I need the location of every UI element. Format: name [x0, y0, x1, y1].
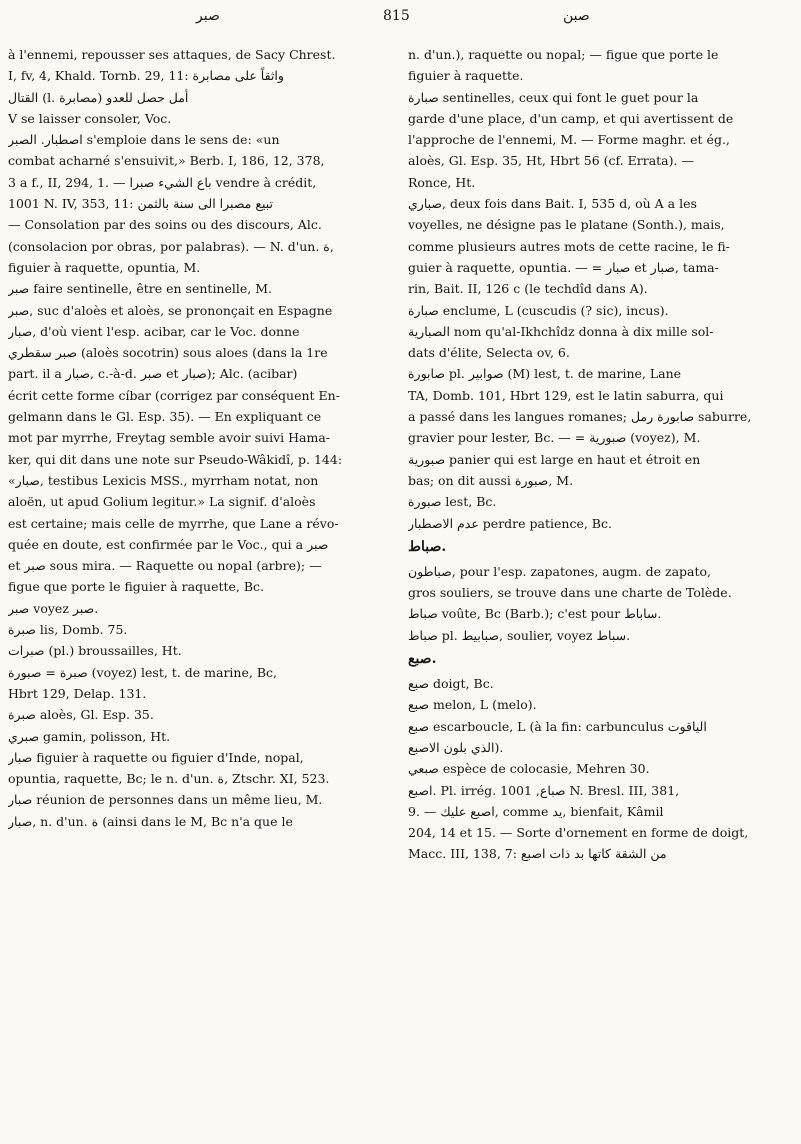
section-heading: صباط.: [408, 538, 447, 555]
text-line: l'approche de l'ennemi, M. — Forme maghr. et ég.,: [408, 132, 730, 148]
text-line: صبار, d'où vient l'esp. acibar, car le Voc. donne: [8, 323, 300, 339]
page-header: [0, 6, 801, 36]
text-line: guier à raquette, opuntia. — = صبار et صبار, tama-: [408, 259, 719, 275]
header-right-word: صبن: [563, 8, 590, 24]
right-column: [408, 44, 794, 1136]
text-line: gros souliers, se trouve dans une charte de Tolède.: [408, 585, 732, 601]
text-line: figuier à raquette, opuntia, M.: [8, 259, 201, 275]
text-line: 9. — اصبع عليك, comme يد, bienfait, Kâmil: [408, 803, 664, 819]
text-line: صبر سقطري (aloès socotrin) sous aloes (dans la 1re: [8, 345, 328, 361]
text-line: القتال (l. مصابرة) أمل حصل للعدو: [8, 89, 189, 105]
text-line: صبرة lis, Domb. 75.: [8, 622, 128, 638]
section-heading: صبع.: [408, 651, 437, 668]
text-line: صبار figuier à raquette ou figuier d'Inde, nopal,: [8, 749, 304, 765]
text-line: صبورية panier qui est large en haut et étroit en: [408, 451, 701, 467]
text-line: صبارة sentinelles, ceux qui font le guet pour la: [408, 89, 699, 105]
text-line: صباط voûte, Bc (Barb.); c'est pour ساباط.: [408, 606, 662, 622]
text-line: صبرة aloès, Gl. Esp. 35.: [8, 707, 154, 723]
text-line: TA, Domb. 101, Hbrt 129, est le latin saburra, qui: [408, 387, 724, 403]
text-line: 1001 N. IV, 353, 11: تبيع مصبرا الى سنة بالثمن: [8, 196, 274, 212]
text-line: dats d'élite, Selecta ov, 6.: [408, 345, 570, 361]
text-line: aloès, Gl. Esp. 35, Ht, Hbrt 56 (cf. Errata). —: [408, 153, 694, 169]
text-line: صبر, suc d'aloès et aloès, se prononçait en Espagne: [8, 302, 333, 318]
text-line: (consolacion por obras, por palabras). — N. d'un. ة,: [8, 238, 334, 254]
text-line: et صبر sous mira. — Raquette ou nopal (arbre); —: [8, 558, 322, 574]
text-line: صبارة enclume, L (cuscudis (? sic), incus).: [408, 302, 669, 318]
text-line: صبرات (pl.) broussailles, Ht.: [8, 643, 182, 659]
text-line: 3 a f., II, 294, 1. — باع الشيء صبرا vendre à crédit,: [8, 174, 317, 190]
text-line: combat acharné s'ensuivit,» Berb. I, 186, 12, 378,: [8, 153, 325, 169]
left-column: [8, 44, 386, 1136]
text-line: «صبار, testibus Lexicis MSS., myrrham notat, non: [8, 472, 319, 488]
text-line: صبار réunion de personnes dans un même lieu, M.: [8, 792, 323, 808]
text-line: صبع doigt, Bc.: [408, 676, 494, 692]
text-line: صباري, deux fois dans Bait. I, 535 d, où A a les: [408, 196, 697, 212]
text-line: Hbrt 129, Delap. 131.: [8, 685, 147, 701]
text-line: صبع escarboucle, L (à la fin: carbunculus الياقوت: [408, 718, 707, 734]
text-line: ker, qui dit dans une note sur Pseudo-Wâkidî, p. 144:: [8, 451, 343, 467]
text-line: صبرة = صبورة (voyez) lest, t. de marine, Bc,: [8, 664, 277, 680]
text-line: comme plusieurs autres mots de cette racine, le fi-: [408, 238, 730, 254]
text-line: gravier pour lester, Bc. — = صبورية (voyez), M.: [408, 430, 701, 446]
text-line: a passé dans les langues romanes; صابورة رمل saburre,: [408, 409, 752, 425]
text-line: اصطبار. الصبر s'emploie dans le sens de: «un: [8, 132, 280, 148]
text-line: الذي بلون الاصبع).: [408, 739, 504, 755]
text-line: عدم الاصطبار perdre patience, Bc.: [408, 515, 612, 531]
text-line: bas; on dit aussi صبورة, M.: [408, 472, 574, 488]
text-line: part. il a صبار, c.-à-d. صبر et صبار); Alc. (acibar): [8, 366, 298, 382]
text-line: Ronce, Ht.: [408, 174, 476, 190]
text-line: opuntia, raquette, Bc; le n. d'un. ة, Ztschr. XI, 523.: [8, 771, 330, 787]
text-line: à l'ennemi, repousser ses attaques, de Sacy Chrest.: [8, 47, 336, 62]
text-line: صبورة lest, Bc.: [408, 494, 497, 510]
text-line: quée en doute, est confirmée par le Voc., qui a صبر: [8, 536, 329, 552]
text-line: صابورة pl. صوابير (M) lest, t. de marine, Lane: [408, 366, 682, 382]
text-line: gelmann dans le Gl. Esp. 35). — En expliquant ce: [8, 409, 322, 425]
text-line: صبار, n. d'un. ة (ainsi dans le M, Bc n'a que le: [8, 813, 293, 829]
text-line: صبع melon, L (melo).: [408, 697, 537, 713]
text-line: V se laisser consoler, Voc.: [8, 110, 172, 126]
text-line: 204, 14 et 15. — Sorte d'ornement en forme de doigt,: [408, 825, 749, 841]
text-line: — Consolation par des soins ou des discours, Alc.: [8, 217, 322, 233]
text-line: صبر faire sentinelle, être en sentinelle, M.: [8, 281, 272, 297]
text-line: Macc. III, 138, 7: من الشقة كاتها بد ذات اصبع: [408, 846, 667, 862]
text-line: figuier à raquette.: [408, 68, 524, 84]
text-line: rin, Bait. II, 126 c (le techdîd dans A).: [408, 281, 648, 297]
text-line: figue que porte le figuier à raquette, Bc.: [8, 579, 265, 595]
text-line: voyelles, ne désigne pas le platane (Sonth.), mais,: [408, 217, 725, 233]
text-line: صبعي espèce de colocasie, Mehren 30.: [408, 761, 650, 777]
text-line: صبري gamin, polisson, Ht.: [8, 728, 171, 744]
header-left-word: صبر: [196, 8, 220, 24]
text-line: écrit cette forme cíbar (corrigez par conséquent En-: [8, 387, 340, 403]
text-line: n. d'un.), raquette ou nopal; — figue que porte le: [408, 47, 719, 62]
text-line: صبر voyez صبر.: [8, 600, 99, 616]
text-line: اصبع. Pl. irrég. صباع, 1001 N. Bresl. III, 381,: [408, 782, 680, 798]
text-line: garde d'une place, d'un camp, et qui avertissent de: [408, 110, 734, 126]
text-line: mot par myrrhe, Freytag semble avoir suivi Hama-: [8, 430, 330, 446]
text-line: aloën, ut apud Golium legitur.» La signif. d'aloès: [8, 494, 316, 510]
text-line: صباطون, pour l'esp. zapatones, augm. de zapato,: [408, 563, 711, 579]
page-number: 815: [383, 8, 410, 24]
text-line: الصبارية nom qu'al-Ikhchîdz donna à dix mille sol-: [408, 323, 714, 339]
text-line: est certaine; mais celle de myrrhe, que Lane a révo-: [8, 515, 339, 531]
text-line: صباط pl. صبابيط, soulier, voyez سباط.: [408, 627, 631, 643]
text-line: I, fv, 4, Khald. Tornb. 29, 11: واثقاً على مصابرة: [8, 68, 284, 84]
